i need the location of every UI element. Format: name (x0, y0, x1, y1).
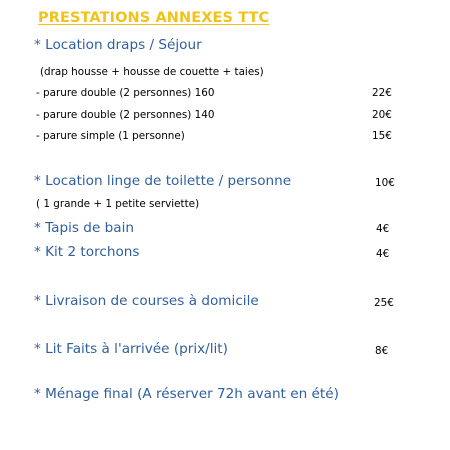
draps-item-1-price: 22€ (372, 87, 392, 99)
draps-item-2-label: - parure double (2 personnes) 140 (36, 109, 215, 121)
lit-price: 8€ (375, 345, 389, 357)
draps-item-1-label: - parure double (2 personnes) 160 (36, 87, 215, 99)
menage-heading: * Ménage final (A réserver 72h avant en été) (34, 386, 339, 402)
linge-heading: * Location linge de toilette / personne (34, 173, 292, 189)
courses-heading: * Livraison de courses à domicile (34, 293, 259, 309)
torchons-price: 4€ (376, 248, 390, 260)
lit-heading: * Lit Faits à l'arrivée (prix/lit) (34, 341, 228, 357)
draps-item-3-label: - parure simple (1 personne) (36, 130, 185, 142)
linge-note: ( 1 grande + 1 petite serviette) (36, 198, 200, 210)
torchons-heading: * Kit 2 torchons (34, 244, 140, 260)
tapis-price: 4€ (376, 223, 390, 235)
linge-price: 10€ (375, 177, 395, 189)
draps-item-2-price: 20€ (372, 109, 392, 121)
courses-price: 25€ (374, 297, 394, 309)
tapis-heading: * Tapis de bain (34, 220, 134, 236)
page-title: PRESTATIONS ANNEXES TTC (38, 10, 270, 26)
draps-item-3-price: 15€ (372, 130, 392, 142)
draps-heading: * Location draps / Séjour (34, 37, 202, 53)
draps-note: (drap housse + housse de couette + taies) (40, 66, 264, 78)
